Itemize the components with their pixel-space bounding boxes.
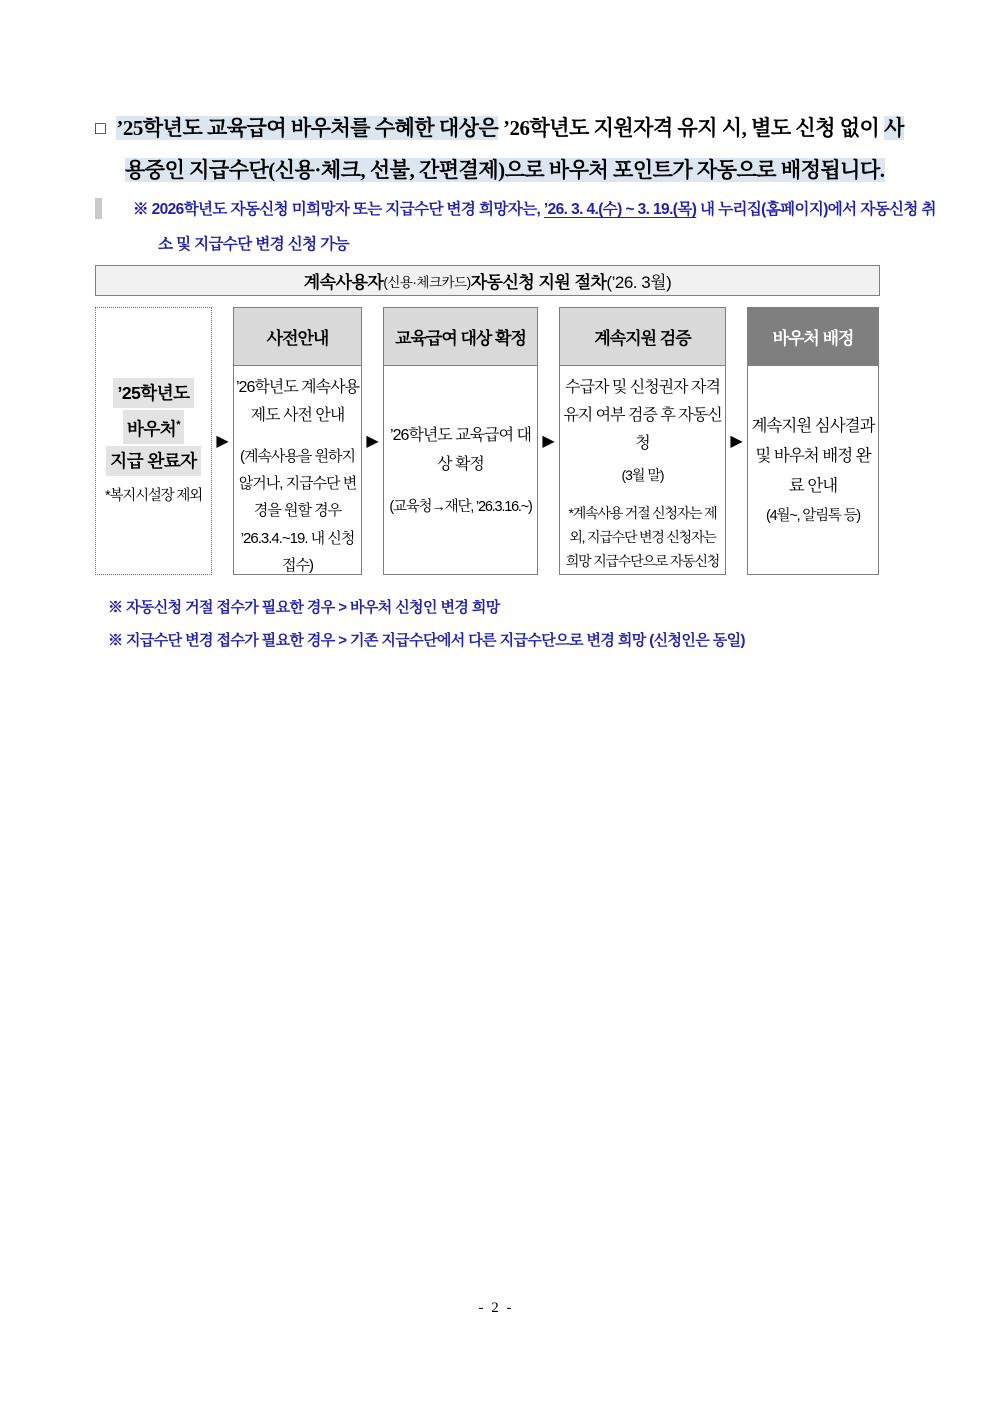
bottom-note-1: ※ 자동신청 거절 접수가 필요한 경우 > 바우처 신청인 변경 희망 [108, 599, 500, 616]
step-4-subtext: (4월~, 알림톡 등) [766, 508, 860, 524]
flow-box-source [95, 307, 212, 575]
top-note [133, 192, 938, 262]
step-2-body [384, 366, 537, 574]
flow-arrow-icon: ▶ [366, 433, 379, 450]
top-note-text-tail: 내 누리집(홈페이지)에서 자동신청 취소 및 지급수단 변경 신청 가능 [158, 201, 936, 253]
step-2-text: ’26학년도 교육급여 대상 확정 [390, 426, 531, 473]
process-title-bar [95, 265, 880, 296]
highlight-segment-2: 사용중인 지급수단(신용·체크, 선불, 간편결제)으로 바우처 포인트가 자동으로 배정됩니다. [125, 116, 904, 182]
process-flow [95, 307, 880, 575]
top-note-text: ※ 2026학년도 자동신청 미희망자 또는 지급수단 변경 희망자는, [133, 201, 544, 218]
step-2-header: 교육급여 대상 확정 [384, 308, 537, 366]
source-footnote: *복지시설장 제외 [105, 487, 202, 504]
plain-segment: ’26학년도 지원자격 유지 시, 별도 신청 없이 [498, 116, 885, 140]
flow-arrow-icon: ▶ [542, 433, 555, 450]
source-line-2-text: 바우처 [127, 418, 177, 439]
step-4-text: 계속지원 심사결과 및 바우처 배정 완료 안내 [751, 417, 875, 495]
step-3-footnote: *계속사용 거절 신청자는 제외, 지급수단 변경 신청자는 희망 지급수단으로 자동신청 [565, 505, 720, 569]
page-number: - 2 - [478, 1300, 514, 1316]
checkbox-bullet-icon: □ [95, 118, 106, 138]
flow-box-step-3 [559, 307, 726, 575]
flow-arrow-icon: ▶ [730, 433, 743, 450]
flow-box-step-1 [233, 307, 362, 575]
bottom-notes [108, 591, 948, 657]
process-title-small: (신용·체크카드) [383, 274, 471, 290]
source-line-1: ’25학년도 [113, 378, 193, 408]
change-bar [95, 198, 102, 219]
top-note-date-underlined: ’26. 3. 4.(수) ~ 3. 19.(목) [543, 201, 697, 218]
step-3-body [560, 366, 725, 574]
step-1-body [234, 366, 361, 579]
process-title-bold2: 자동신청 지원 절차 [470, 273, 607, 292]
flow-box-step-2 [383, 307, 538, 575]
main-paragraph [95, 108, 920, 191]
step-4-body [748, 366, 878, 574]
source-line-2 [123, 410, 184, 444]
step-1-header: 사전안내 [234, 308, 361, 366]
step-1-date: ’26.3.4.~19. 내 신청 접수) [240, 530, 355, 574]
bottom-note-2: ※ 지급수단 변경 접수가 필요한 경우 > 기존 지급수단에서 다른 지급수단으로 변경 희망 (신청인은 동일) [108, 632, 745, 649]
source-line-2-asterisk: * [176, 419, 180, 432]
step-1-text: ’26학년도 계속사용제도 사전 안내 [236, 379, 359, 424]
step-4-header: 바우처 배정 [748, 308, 878, 366]
highlight-segment-1: ’25학년도 교육급여 바우처를 수혜한 대상은 [116, 116, 499, 140]
source-line-3: 지급 완료자 [106, 446, 200, 476]
step-3-header: 계속지원 검증 [560, 308, 725, 366]
process-title-bold: 계속사용자 [303, 273, 384, 292]
flow-arrow-icon: ▶ [216, 433, 229, 450]
step-3-date: (3월 말) [621, 467, 664, 483]
step-2-subtext: (교육청→재단, ’26.3.16.~) [389, 498, 532, 515]
process-title-tail: (’26. 3월) [606, 273, 672, 292]
flow-box-step-4 [747, 307, 879, 575]
step-3-text: 수급자 및 신청권자 자격 유지 여부 검증 후 자동신청 [563, 379, 722, 452]
step-1-subtext: (계속사용을 원하지 않거나, 지급수단 변경을 원할 경우 [238, 448, 357, 519]
